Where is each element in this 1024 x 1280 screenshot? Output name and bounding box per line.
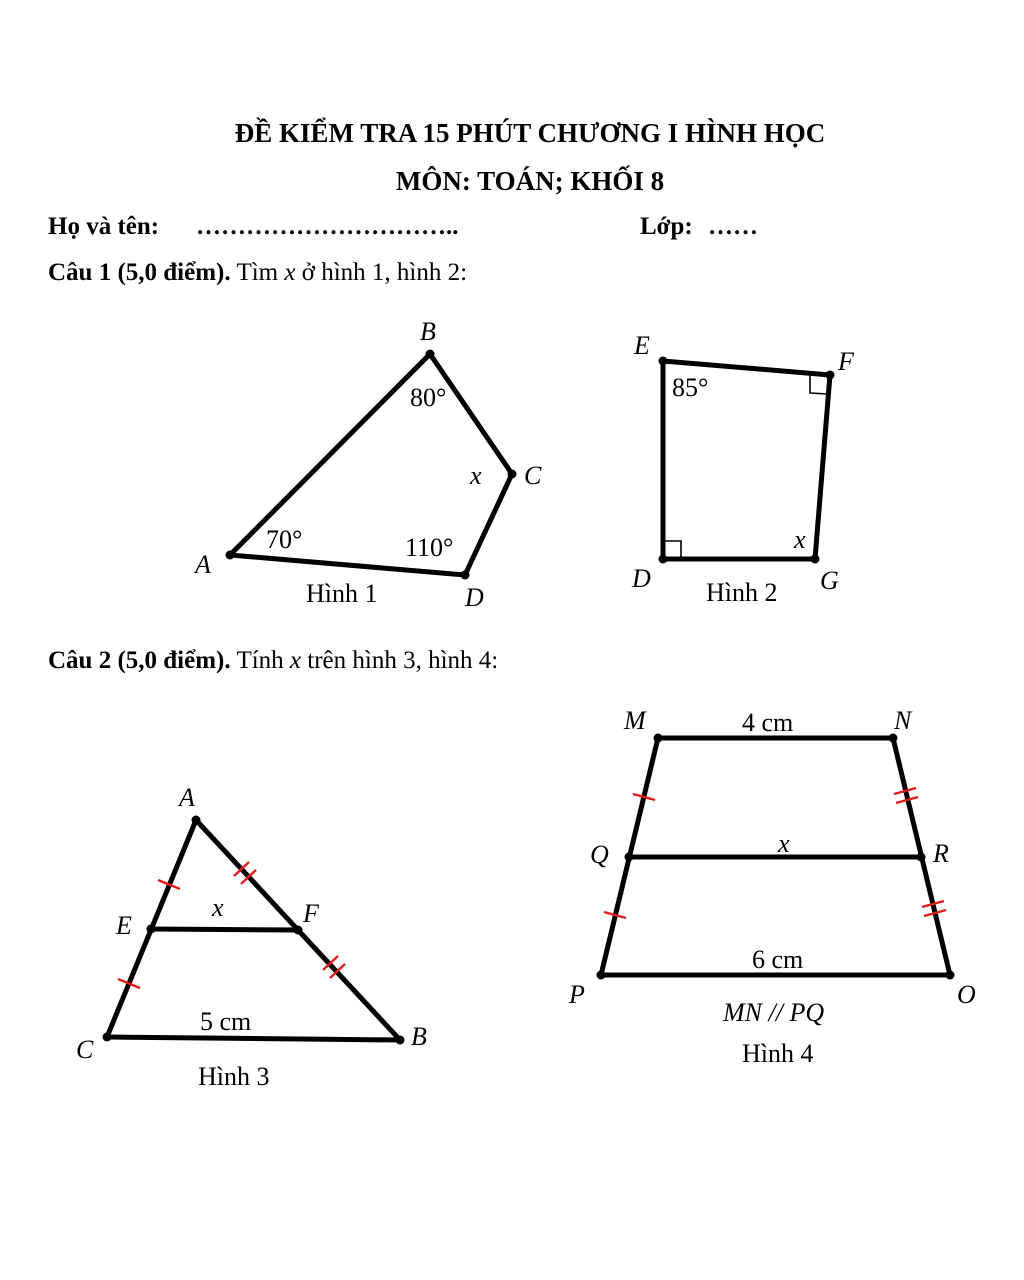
angle-a-label: 70° [266,525,303,554]
angle-e-label: 85° [672,373,709,402]
vertex-label-m: M [624,706,646,735]
figure-3 [76,783,427,1091]
segment-po-label: 6 cm [752,945,804,974]
vertex-label-f: F [838,347,854,376]
point-m [654,734,663,743]
parallel-note: MN // PQ [723,998,825,1027]
question-2-heading: Câu 2 (5,0 điểm). [48,647,231,674]
page-subtitle: MÔN: TOÁN; KHỐI 8 [395,166,665,196]
figure-2 [631,331,855,607]
vertex-label-o: O [957,980,976,1009]
point-d2 [659,555,668,564]
question-2-var: x [289,647,302,674]
point-q [625,853,634,862]
question-1-text-before: Tìm [236,259,279,286]
point-a3 [192,816,201,825]
vertex-label-q: Q [590,840,609,869]
vertex-label-r: R [933,839,949,868]
vertex-label-p: P [569,980,585,1009]
point-r [917,853,926,862]
point-p [597,971,606,980]
figure-1 [193,317,542,612]
figure-1-caption: Hình 1 [306,579,378,608]
vertex-label-n: N [894,706,912,735]
vertex-label-f3: F [303,899,319,928]
vertex-label-e3: E [116,911,132,940]
segment-qr-label: x [778,829,790,858]
figure-4-caption: Hình 4 [742,1039,814,1068]
point-b3 [396,1036,405,1045]
segment-cb-label: 5 cm [200,1007,252,1036]
segment-ef [151,929,298,930]
vertex-label-d2: D [632,564,651,593]
point-a [226,551,235,560]
vertex-label-d: D [465,583,484,612]
name-label: Họ và tên: [48,213,160,240]
vertex-label-c3: C [76,1035,94,1064]
question-1-var: x [284,259,296,286]
name-blank: ………………………….. [196,213,459,240]
vertex-label-e: E [634,331,650,360]
question-2-text-before: Tính [236,647,284,674]
figure-2-caption: Hình 2 [706,578,778,607]
point-f [826,371,835,380]
question-1-heading: Câu 1 (5,0 điểm). [48,259,231,286]
segment-cb [107,1037,400,1040]
vertex-label-c: C [524,461,542,490]
point-o [946,971,955,980]
vertex-label-b3: B [411,1022,427,1051]
point-e [659,357,668,366]
vertex-label-g: G [820,566,839,595]
point-c [508,470,517,479]
page-title: ĐỀ KIỂM TRA 15 PHÚT CHƯƠNG I HÌNH HỌC [234,118,826,148]
right-angle-f [810,375,828,394]
point-d [461,571,470,580]
point-g [811,555,820,564]
point-f3 [294,926,303,935]
angle-g-label: x [794,525,806,554]
vertex-label-b: B [420,317,436,346]
question-2-text-after: trên hình 3, hình 4: [307,647,499,674]
vertex-label-a: A [195,550,211,579]
question-1-text-after: ở hình 1, hình 2: [301,259,468,286]
figure-4 [568,706,976,1068]
segment-mn-label: 4 cm [742,708,794,737]
vertex-label-a3: A [179,783,195,812]
angle-c-label: x [470,461,482,490]
class-blank: …… [708,213,758,240]
point-e3 [147,925,156,934]
angle-b-label: 80° [410,383,447,412]
point-b [426,350,435,359]
class-label: Lớp: [640,213,693,240]
figure-3-caption: Hình 3 [198,1062,270,1091]
point-c3 [103,1033,112,1042]
segment-ef-label: x [212,893,224,922]
angle-d-label: 110° [405,533,454,562]
